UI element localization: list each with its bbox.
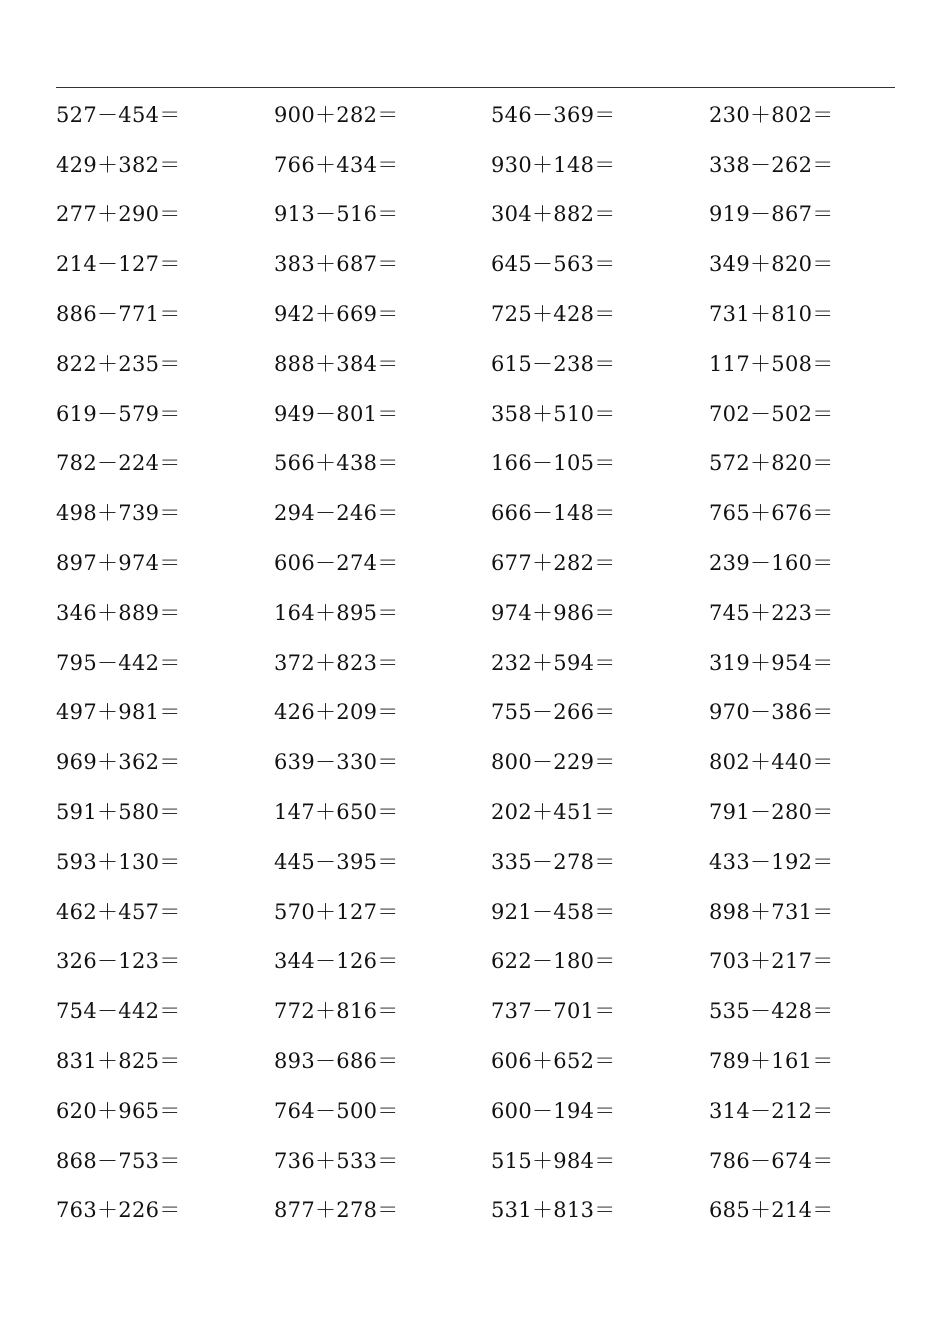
problem-cell: 335－278＝ xyxy=(491,849,616,874)
problem-cell: 822＋235＝ xyxy=(56,351,181,376)
problem-row xyxy=(56,189,895,239)
problem-cell: 703＋217＝ xyxy=(709,949,834,974)
problem-cell: 763＋226＝ xyxy=(56,1198,181,1223)
header-rule xyxy=(56,87,895,88)
problem-cell: 383＋687＝ xyxy=(274,252,399,277)
problem-cell: 515＋984＝ xyxy=(491,1148,616,1173)
problem-cell: 429＋382＝ xyxy=(56,152,181,177)
problem-cell: 344－126＝ xyxy=(274,949,399,974)
problem-cell: 531＋813＝ xyxy=(491,1198,616,1223)
problem-cell: 622－180＝ xyxy=(491,949,616,974)
problem-cell: 326－123＝ xyxy=(56,949,181,974)
problem-cell: 358＋510＝ xyxy=(491,401,616,426)
problem-cell: 232＋594＝ xyxy=(491,650,616,675)
problem-cell: 294－246＝ xyxy=(274,501,399,526)
problem-cell: 795－442＝ xyxy=(56,650,181,675)
problem-cell: 462＋457＝ xyxy=(56,899,181,924)
problem-cell: 606＋652＝ xyxy=(491,1049,616,1074)
problem-cell: 725＋428＝ xyxy=(491,302,616,327)
problem-row xyxy=(56,736,895,786)
problem-cell: 765＋676＝ xyxy=(709,501,834,526)
problem-cell: 164＋895＝ xyxy=(274,600,399,625)
problem-cell: 372＋823＝ xyxy=(274,650,399,675)
problem-row xyxy=(56,587,895,637)
problem-cell: 930＋148＝ xyxy=(491,152,616,177)
problem-cell: 731＋810＝ xyxy=(709,302,834,327)
problem-cell: 868－753＝ xyxy=(56,1148,181,1173)
problem-cell: 677＋282＝ xyxy=(491,551,616,576)
problem-row xyxy=(56,886,895,936)
problem-row xyxy=(56,139,895,189)
problem-grid xyxy=(56,89,895,1234)
problem-cell: 913－516＝ xyxy=(274,202,399,227)
problem-cell: 566＋438＝ xyxy=(274,451,399,476)
problem-row xyxy=(56,936,895,986)
problem-cell: 685＋214＝ xyxy=(709,1198,834,1223)
problem-cell: 900＋282＝ xyxy=(274,102,399,127)
problem-cell: 202＋451＝ xyxy=(491,800,616,825)
problem-cell: 117＋508＝ xyxy=(709,351,834,376)
problem-cell: 877＋278＝ xyxy=(274,1198,399,1223)
problem-row xyxy=(56,1035,895,1085)
problem-cell: 445－395＝ xyxy=(274,849,399,874)
problem-row xyxy=(56,985,895,1035)
problem-row xyxy=(56,637,895,687)
problem-cell: 786－674＝ xyxy=(709,1148,834,1173)
problem-row xyxy=(56,338,895,388)
problem-row xyxy=(56,1085,895,1135)
problem-row xyxy=(56,1135,895,1185)
problem-cell: 949－801＝ xyxy=(274,401,399,426)
problem-cell: 666－148＝ xyxy=(491,501,616,526)
problem-row xyxy=(56,1185,895,1235)
problem-row xyxy=(56,388,895,438)
problem-cell: 736＋533＝ xyxy=(274,1148,399,1173)
problem-cell: 974＋986＝ xyxy=(491,600,616,625)
problem-cell: 527－454＝ xyxy=(56,102,181,127)
problem-cell: 338－262＝ xyxy=(709,152,834,177)
problem-cell: 572＋820＝ xyxy=(709,451,834,476)
problem-cell: 702－502＝ xyxy=(709,401,834,426)
problem-cell: 754－442＝ xyxy=(56,999,181,1024)
problem-cell: 314－212＝ xyxy=(709,1098,834,1123)
problem-cell: 593＋130＝ xyxy=(56,849,181,874)
problem-cell: 745＋223＝ xyxy=(709,600,834,625)
problem-row xyxy=(56,786,895,836)
problem-cell: 791－280＝ xyxy=(709,800,834,825)
problem-cell: 969＋362＝ xyxy=(56,750,181,775)
problem-cell: 831＋825＝ xyxy=(56,1049,181,1074)
problem-row xyxy=(56,537,895,587)
problem-cell: 897＋974＝ xyxy=(56,551,181,576)
problem-cell: 319＋954＝ xyxy=(709,650,834,675)
problem-cell: 619－579＝ xyxy=(56,401,181,426)
problem-cell: 620＋965＝ xyxy=(56,1098,181,1123)
problem-cell: 888＋384＝ xyxy=(274,351,399,376)
problem-cell: 166－105＝ xyxy=(491,451,616,476)
problem-cell: 214－127＝ xyxy=(56,252,181,277)
problem-cell: 782－224＝ xyxy=(56,451,181,476)
problem-cell: 433－192＝ xyxy=(709,849,834,874)
problem-cell: 239－160＝ xyxy=(709,551,834,576)
problem-cell: 766＋434＝ xyxy=(274,152,399,177)
problem-cell: 898＋731＝ xyxy=(709,899,834,924)
problem-cell: 970－386＝ xyxy=(709,700,834,725)
problem-cell: 606－274＝ xyxy=(274,551,399,576)
problem-cell: 800－229＝ xyxy=(491,750,616,775)
problem-cell: 147＋650＝ xyxy=(274,800,399,825)
problem-cell: 921－458＝ xyxy=(491,899,616,924)
problem-cell: 942＋669＝ xyxy=(274,302,399,327)
problem-row xyxy=(56,89,895,139)
problem-cell: 772＋816＝ xyxy=(274,999,399,1024)
problem-cell: 304＋882＝ xyxy=(491,202,616,227)
problem-cell: 497＋981＝ xyxy=(56,700,181,725)
problem-cell: 600－194＝ xyxy=(491,1098,616,1123)
problem-cell: 886－771＝ xyxy=(56,302,181,327)
problem-row xyxy=(56,238,895,288)
problem-cell: 615－238＝ xyxy=(491,351,616,376)
problem-row xyxy=(56,487,895,537)
problem-row xyxy=(56,836,895,886)
problem-cell: 764－500＝ xyxy=(274,1098,399,1123)
problem-cell: 802＋440＝ xyxy=(709,750,834,775)
problem-cell: 570＋127＝ xyxy=(274,899,399,924)
problem-cell: 498＋739＝ xyxy=(56,501,181,526)
problem-cell: 277＋290＝ xyxy=(56,202,181,227)
problem-row xyxy=(56,438,895,488)
problem-cell: 919－867＝ xyxy=(709,202,834,227)
problem-row xyxy=(56,687,895,737)
problem-cell: 893－686＝ xyxy=(274,1049,399,1074)
problem-cell: 755－266＝ xyxy=(491,700,616,725)
problem-cell: 789＋161＝ xyxy=(709,1049,834,1074)
problem-cell: 535－428＝ xyxy=(709,999,834,1024)
problem-cell: 546－369＝ xyxy=(491,102,616,127)
problem-cell: 591＋580＝ xyxy=(56,800,181,825)
problem-cell: 426＋209＝ xyxy=(274,700,399,725)
problem-cell: 737－701＝ xyxy=(491,999,616,1024)
problem-cell: 349＋820＝ xyxy=(709,252,834,277)
problem-cell: 645－563＝ xyxy=(491,252,616,277)
problem-cell: 346＋889＝ xyxy=(56,600,181,625)
problem-row xyxy=(56,288,895,338)
problem-cell: 639－330＝ xyxy=(274,750,399,775)
problem-cell: 230＋802＝ xyxy=(709,102,834,127)
